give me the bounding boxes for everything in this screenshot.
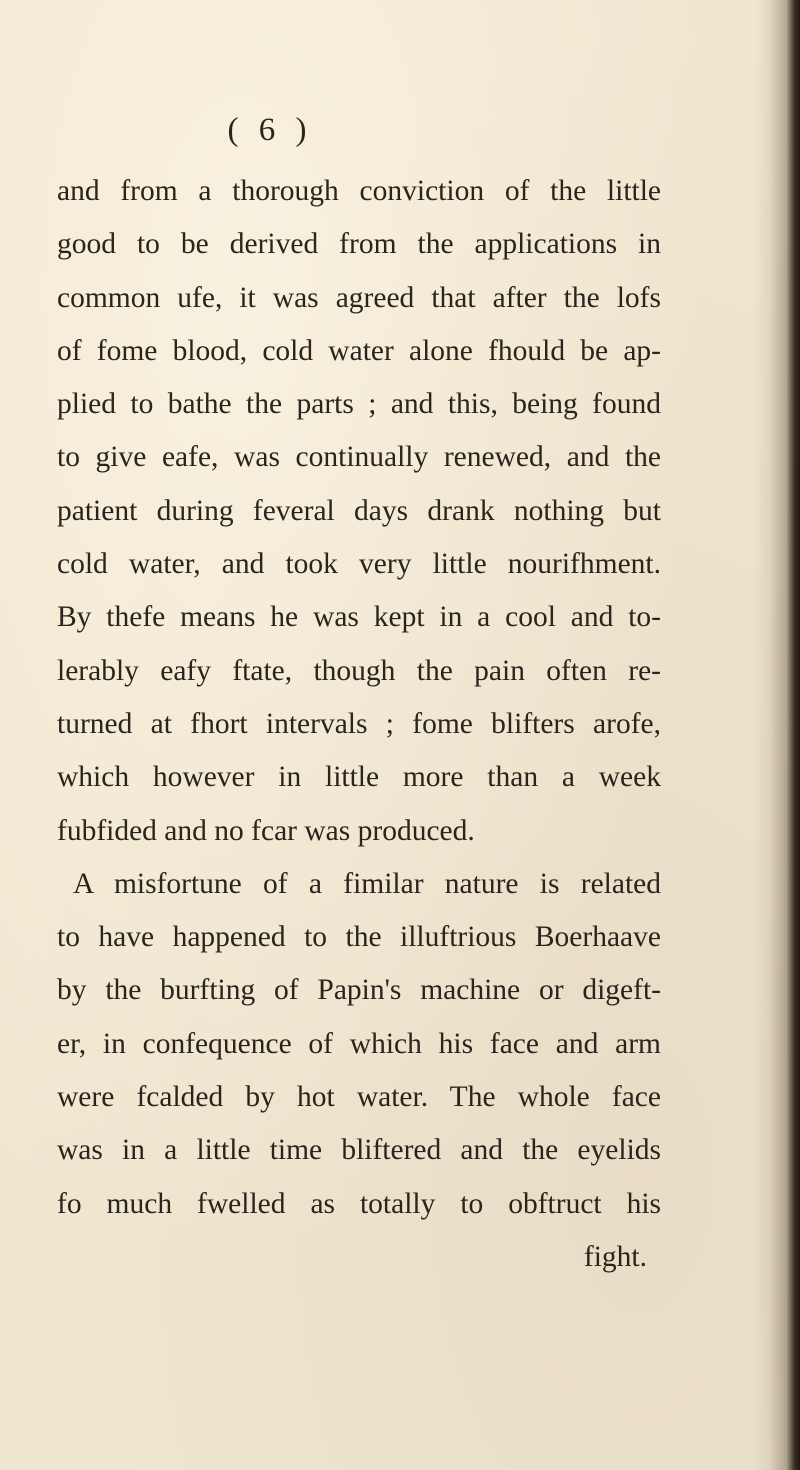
page-number: ( 6 ) <box>227 112 313 148</box>
text-line: were fcalded by hot water. The whole face <box>57 1081 661 1114</box>
text-line: turned at fhort intervals ; fome blifters arofe, <box>57 707 661 740</box>
text-line: was in a little time bliftered and the eyelids <box>57 1134 661 1167</box>
text-line: common ufe, it was agreed that after the lofs <box>57 281 661 314</box>
book-spine-shadow <box>754 0 800 1470</box>
text-line: and from a thorough conviction of the little <box>57 175 661 207</box>
text-line: plied to bathe the parts ; and this, being found <box>57 388 661 421</box>
text-line: which however in little more than a week <box>57 761 661 794</box>
body-text <box>57 165 661 1284</box>
text-line: er, in confequence of which his face and arm <box>57 1027 661 1060</box>
text-line: fo much fwelled as totally to obftruct his <box>57 1187 661 1220</box>
text-line: lerably eafy ftate, though the pain often re- <box>57 654 661 687</box>
text-line: By thefe means he was kept in a cool and to- <box>57 601 661 634</box>
text-line: cold water, and took very little nourifhment. <box>57 548 661 581</box>
paragraph-start-line: A misfortune of a fimilar nature is related <box>73 867 661 900</box>
text-line: by the burfting of Papin's machine or digeft- <box>57 974 661 1007</box>
text-line: to give eafe, was continually renewed, and the <box>57 441 661 474</box>
text-line: patient during feveral days drank nothing but <box>57 494 661 527</box>
paragraph-end-line: fubfided and no fcar was produced. <box>57 814 475 847</box>
text-line: of fome blood, cold water alone fhould be ap- <box>57 334 661 367</box>
paragraph-end-line: fight. <box>583 1240 647 1273</box>
text-line: to have happened to the illuftrious Boerhaave <box>57 921 661 954</box>
text-line: good to be derived from the applications in <box>57 228 661 261</box>
